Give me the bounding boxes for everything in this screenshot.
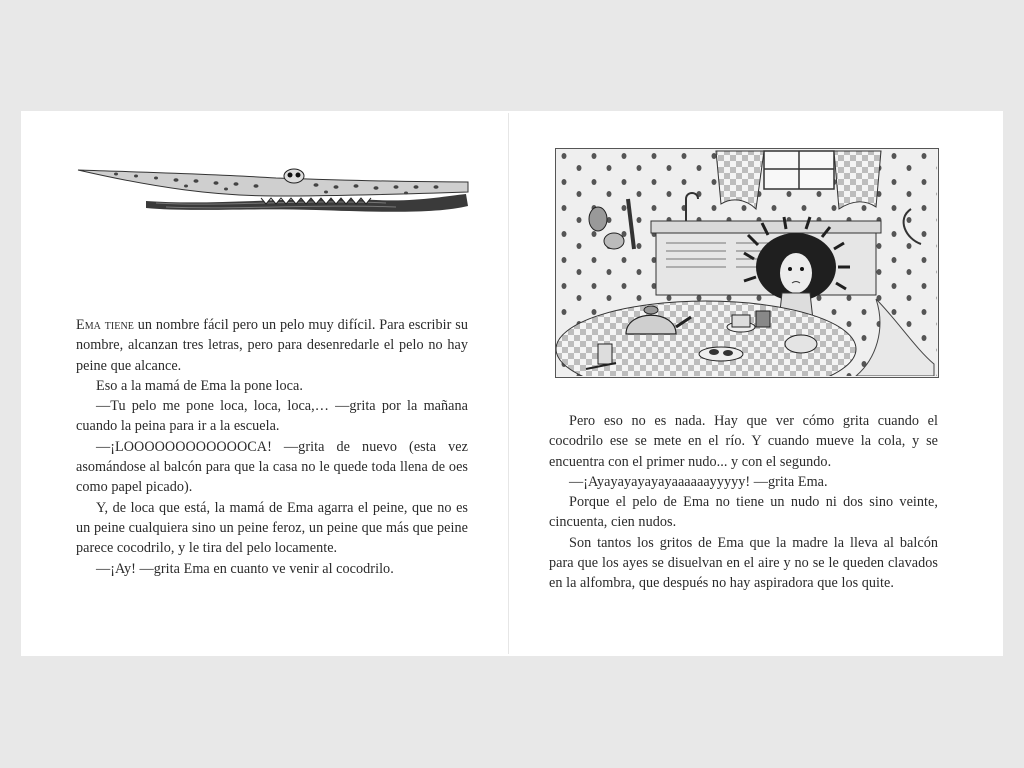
- paragraph: —Tu pelo me pone loca, loca, loca,… —grita por la mañana cuando la peina para ir a la escuela.: [76, 398, 468, 435]
- paragraph: Y, de loca que está, la mamá de Ema agarra el peine, que no es un peine cualquiera sino un peine feroz, un peine que más que peine parece cocodrilo, y le tira del pelo locamente.: [76, 499, 468, 557]
- left-page-text: [76, 315, 468, 579]
- kitchen-drawing: [556, 149, 937, 376]
- paragraph: —¡Ay! —grita Ema en cuanto ve venir al cocodrilo.: [96, 560, 394, 577]
- paragraph: Pero eso no es nada. Hay que ver cómo grita cuando el cocodrilo ese se mete en el río. Y cuando mueve la cola, y se encuentra con el primer nudo... y con el segundo.: [549, 413, 938, 470]
- paragraph: Eso a la mamá de Ema la pone loca.: [96, 377, 303, 394]
- book-spread: [21, 111, 1003, 656]
- right-page-text: [549, 411, 938, 594]
- paragraph: Son tantos los gritos de Ema que la madre la lleva al balcón para que los ayes se disuelvan en el aire y no se le queden clavados en la alfombra, que después no hay aspiradora que los quite.: [549, 534, 938, 592]
- right-page: [509, 111, 1003, 656]
- paragraph-lead: Ema tiene: [76, 317, 134, 333]
- paragraph: —¡LOOOOOOOOOOOOCA! —grita de nuevo (esta vez asomándose al balcón para que la casa no le quede toda llena de oes como papel picado).: [76, 438, 468, 496]
- left-page: [21, 111, 508, 656]
- paragraph: Ema tiene un nombre fácil pero un pelo muy difícil. Para escribir su nombre, alcanzan tres letras, pero para desenredarle el pelo no hay peine que alcance.: [76, 317, 468, 374]
- paragraph: Porque el pelo de Ema no tiene un nudo ni dos sino veinte, cincuenta, cien nudos.: [549, 494, 938, 531]
- kitchen-scene-illustration: [555, 148, 939, 378]
- crocodile-comb-illustration: [76, 156, 471, 216]
- paragraph: —¡Ayayayayayayaaaaaayyyyy! —grita Ema.: [569, 473, 828, 490]
